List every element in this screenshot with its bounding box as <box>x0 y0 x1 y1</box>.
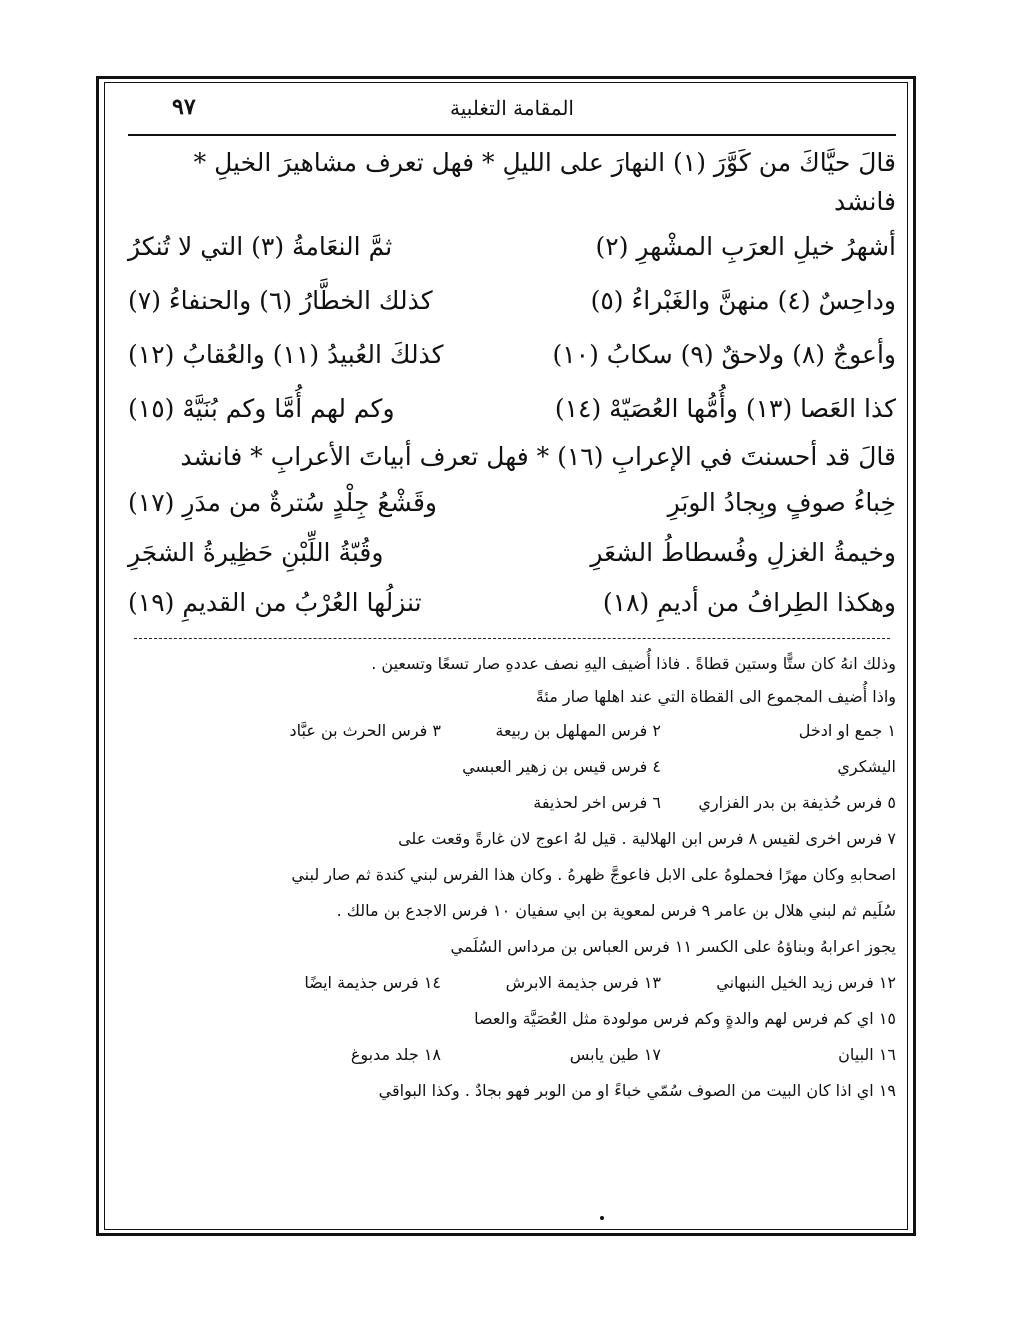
mid-line: قالَ قد أحسنتَ في الإعرابِ (١٦) * فهل تعرف أبياتَ الأعرابِ * فانشد <box>180 442 896 471</box>
footnote-item: ١٨ جلد مدبوغ <box>350 1045 441 1064</box>
footnote-row <box>128 965 896 1001</box>
verse-hemistich-2: وكم لهم أُمَّا وكم بُنَيَّهْ (١٥) <box>128 394 395 423</box>
verse-hemistich-1: خِباءُ صوفٍ وبِجادُ الوبَرِ <box>667 488 896 517</box>
verse-hemistich-2: تنزلُها العُرْبُ من القديمِ (١٩) <box>128 588 422 617</box>
footnote-item: ٥ فرس حُذيفة بن بدر الفزاري <box>698 793 896 812</box>
verse-hemistich-1: وخيمةُ الغزلِ وفُسطاطُ الشعَرِ <box>590 538 896 567</box>
verse-hemistich-1: وهكذا الطِرافُ من أديمِ (١٨) <box>602 588 896 617</box>
poem-horses <box>128 220 896 436</box>
intro-line: قالَ حيَّاكَ من كَوَّرَ (١) النهارَ على الليلِ * فهل تعرف مشاهيرَ الخيلِ * <box>193 148 896 177</box>
verse-hemistich-2: كذلكَ العُبيدُ (١١) والعُقابُ (١٢) <box>128 340 444 369</box>
intro-anshad: فانشد <box>834 187 896 216</box>
footnote-row <box>128 749 896 785</box>
page-content <box>128 90 896 1109</box>
footnote-line: ١٩ اي اذا كان البيت من الصوف سُمّي خباءً او من الوبر فهو بجادٌ . وكذا البواقي <box>378 1081 896 1100</box>
verse-line <box>128 220 896 274</box>
page-title: المقامة التغلبية <box>450 96 574 120</box>
verse-hemistich-1: وأعوجٌ (٨) ولاحقٌ (٩) سكابُ (١٠) <box>552 340 896 369</box>
verse-line <box>128 382 896 436</box>
footnote-item: ١ جمع او ادخل <box>798 721 896 740</box>
footnote-item: ٦ فرس اخر لحذيفة <box>533 793 661 812</box>
footnote-item: ١٢ فرس زيد الخيل النبهاني <box>716 973 896 992</box>
footnote-separator <box>134 638 890 639</box>
verse-line <box>128 578 896 628</box>
running-header <box>128 90 896 132</box>
header-rule <box>128 134 896 136</box>
page-number: ٩٧ <box>172 94 196 120</box>
verse-hemistich-2: وقَشْعُ جِلْدٍ سُترةٌ من مدَرِ (١٧) <box>128 488 437 517</box>
page-dot <box>600 1216 604 1220</box>
footnote-row <box>128 713 896 749</box>
footnote-item: اليشكري <box>837 757 896 776</box>
verse-hemistich-1: كذا العَصا (١٣) وأُمُّها العُصَيّهْ (١٤) <box>554 394 896 423</box>
verse-line <box>128 274 896 328</box>
poem-tents <box>128 478 896 628</box>
footnote-item: ١٦ البيان <box>838 1045 896 1064</box>
footnote-item: ٢ فرس المهلهل بن ربيعة <box>495 721 661 740</box>
footnote-row <box>128 1037 896 1073</box>
verse-hemistich-2: وقُبّةُ اللِّبْنِ حَظِيرةُ الشجَرِ <box>128 538 384 567</box>
footnotes <box>128 647 896 1109</box>
footnote-line: وذلك انهُ كان ستًّا وستين قطاةً . فاذا أُضيف اليهِ نصف عددهِ صار تسعًا وتسعين . <box>371 654 896 673</box>
verse-hemistich-1: أشهرُ خيلِ العرَبِ المشْهرِ (٢) <box>595 232 896 261</box>
footnote-line: سُلَيم ثم لبني هلال بن عامر ٩ فرس لمعوية بن ابي سفيان ١٠ فرس الاجدع بن مالك . <box>336 901 896 920</box>
footnote-item: ٣ فرس الحرث بن عبَّاد <box>289 721 441 740</box>
verse-line <box>128 528 896 578</box>
footnote-line: ٧ فرس اخرى لقيس ٨ فرس ابن الهلالية . قيل لهُ اعوج لان غارةً وقعت على <box>398 829 896 848</box>
footnote-item: ٤ فرس قيس بن زهير العبسي <box>462 757 661 776</box>
verse-hemistich-2: كذلك الخطَّارُ (٦) والحنفاءُ (٧) <box>128 286 433 315</box>
footnote-row <box>128 785 896 821</box>
verse-line <box>128 478 896 528</box>
verse-hemistich-2: ثمَّ النعَامةُ (٣) التي لا تُنكرُ <box>128 232 393 261</box>
footnote-item: ١٧ طين يابس <box>569 1045 661 1064</box>
footnote-item: ١٣ فرس جذيمة الابرش <box>505 973 661 992</box>
footnote-line: يجوز اعرابهُ وبناؤهُ على الكسر ١١ فرس العباس بن مرداس السُلَمي <box>450 937 896 956</box>
verse-line <box>128 328 896 382</box>
footnote-item: ١٤ فرس جذيمة ايضًا <box>304 973 441 992</box>
footnote-line: اصحابهِ وكان مهرًا فحملوهُ على الابل فاعوجَّ ظهرهُ . وكان هذا الفرس لبني كندة ثم صار لبني <box>291 865 896 884</box>
footnote-line: ١٥ اي كم فرس لهم والدةٍ وكم فرس مولودة مثل العُصَيَّة والعصا <box>474 1009 896 1028</box>
verse-hemistich-1: وداحِسٌ (٤) منهنَّ والغَبْراءُ (٥) <box>590 286 896 315</box>
footnote-line: واذا أُضيف المجموع الى القطاة التي عند اهلها صار مئةً <box>535 687 896 706</box>
